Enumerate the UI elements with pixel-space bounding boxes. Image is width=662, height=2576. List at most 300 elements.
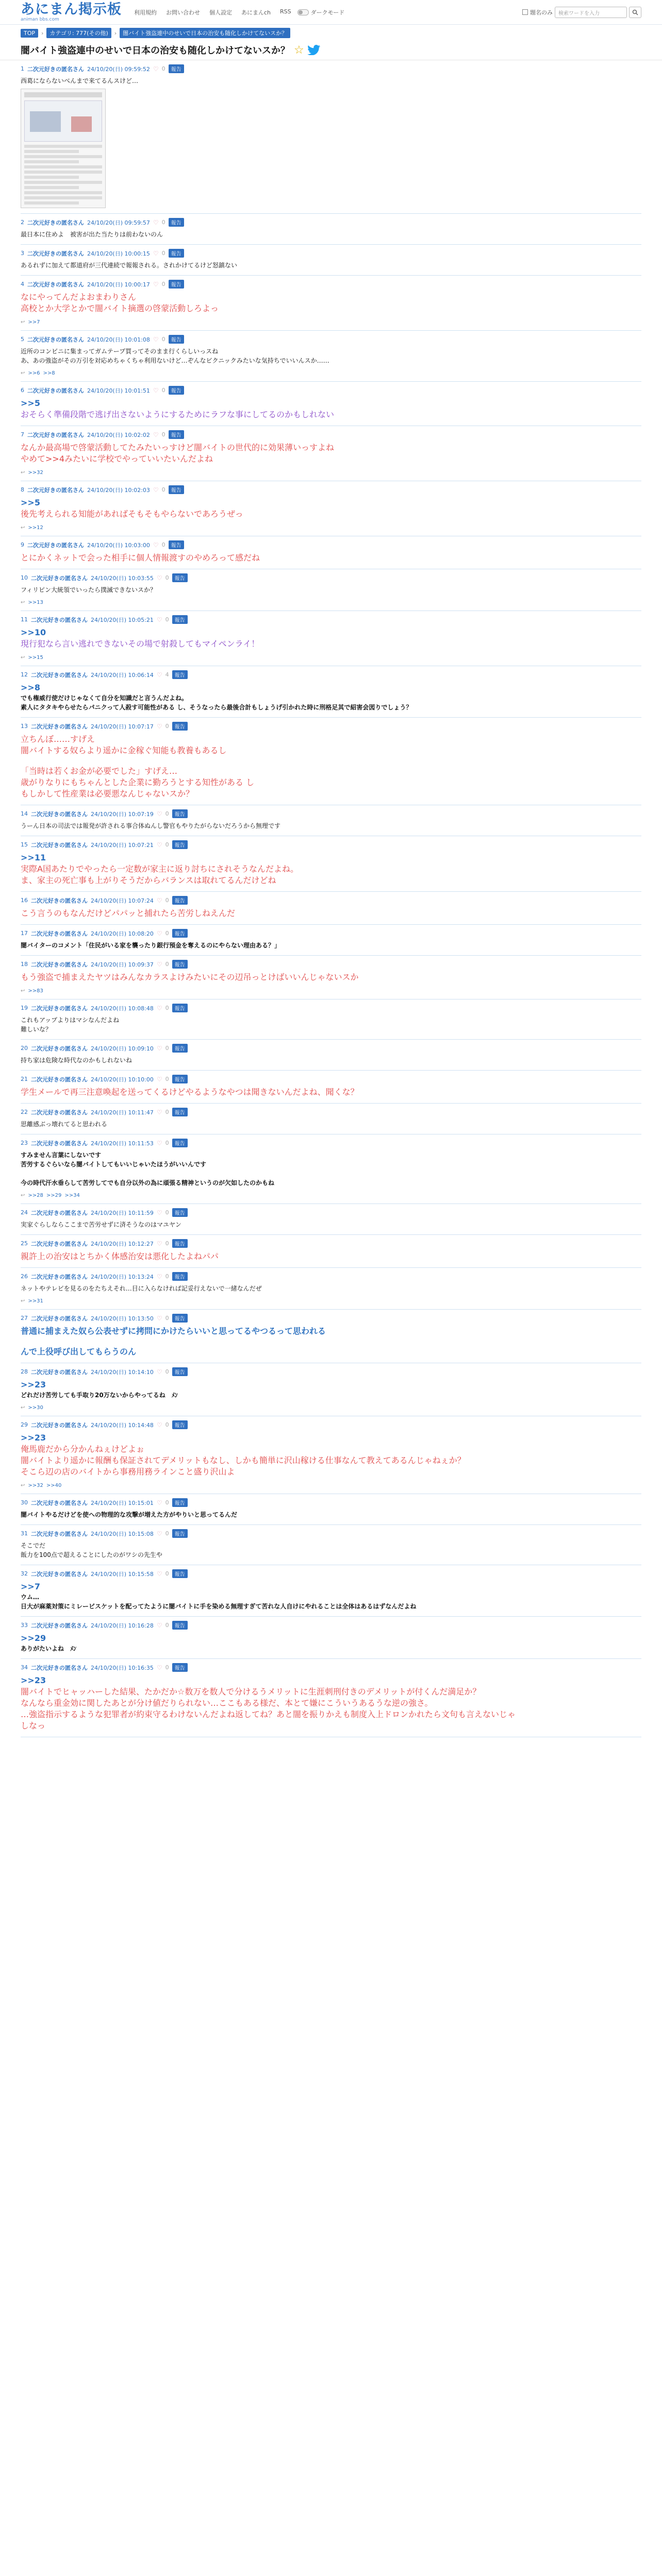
toggle-switch[interactable] xyxy=(297,9,309,15)
poster-name: 二次元好きの匿名さん xyxy=(31,841,88,849)
report-button[interactable]: 報告 xyxy=(172,1314,188,1323)
bird-icon xyxy=(307,45,321,55)
heart-icon[interactable]: ♡ xyxy=(153,335,159,343)
heart-icon[interactable]: ♡ xyxy=(156,1368,162,1376)
title-only-checkbox[interactable] xyxy=(522,9,528,15)
heart-icon[interactable]: ♡ xyxy=(156,929,162,937)
post-number[interactable]: 10 xyxy=(21,574,28,581)
report-button[interactable]: 報告 xyxy=(169,335,184,344)
report-button[interactable]: 報告 xyxy=(169,249,184,258)
report-button[interactable]: 報告 xyxy=(169,430,184,439)
post-text-line: 実家ぐらしならここまで苦労せずに済そうなのはマユヤン xyxy=(21,1221,181,1228)
reply-arrow-icon: ↩ xyxy=(21,600,25,605)
breadcrumb-thread[interactable]: 闇バイト強盗連中のせいで日本の治安も随化しかけてないスか？ xyxy=(120,28,290,38)
post-text-line: 思離感ぶっ壊れてると思われる xyxy=(21,1121,108,1128)
post-number[interactable]: 3 xyxy=(21,250,24,257)
post-text-line: 実際A国あたりでやったら一定数が家主に返り討ちにされそうなんだよね。 xyxy=(21,864,299,874)
reply-link[interactable]: >>40 xyxy=(46,1483,62,1488)
heart-icon[interactable]: ♡ xyxy=(156,1421,162,1429)
heart-icon[interactable]: ♡ xyxy=(156,1621,162,1629)
reply-arrow-icon: ↩ xyxy=(21,1298,25,1304)
post-text-line: でも権威行使だけじゃなくて自分を知識だと言うんだよね。 xyxy=(21,694,188,702)
post-body xyxy=(21,1510,641,1519)
site-logo[interactable] xyxy=(21,3,122,22)
search-input[interactable]: 検索ワードを入力 xyxy=(555,7,627,18)
report-button[interactable]: 報告 xyxy=(172,1498,188,1507)
heart-icon[interactable]: ♡ xyxy=(156,671,162,679)
report-button[interactable]: 報告 xyxy=(172,1044,188,1053)
post-body xyxy=(21,908,641,919)
post-body xyxy=(21,682,641,712)
reply-link[interactable]: >>34 xyxy=(64,1193,80,1198)
favorite-star-icon[interactable]: ☆ xyxy=(294,43,304,57)
poster-name: 二次元好きの匿名さん xyxy=(31,1499,88,1506)
post-number[interactable]: 12 xyxy=(21,671,28,678)
reply-arrow-icon: ↩ xyxy=(21,1405,25,1411)
heart-icon[interactable]: ♡ xyxy=(156,574,162,582)
post-text-line: 闇バイトやるだけどを使への物理的な攻撃が増えた方がやりいと思ってるんだ xyxy=(21,1511,238,1518)
reply-arrow-icon: ↩ xyxy=(21,655,25,660)
report-button[interactable]: 報告 xyxy=(172,722,188,731)
reply-arrow-icon: ↩ xyxy=(21,470,25,476)
post xyxy=(21,611,641,666)
post-body xyxy=(21,1150,641,1188)
report-button[interactable]: 報告 xyxy=(172,1139,188,1147)
post xyxy=(21,1363,641,1416)
report-button[interactable]: 報告 xyxy=(169,485,184,494)
poster-name: 二次元好きの匿名さん xyxy=(27,219,84,226)
post-date: 24/10/20(日) 10:01:08 xyxy=(87,336,150,343)
post-meta xyxy=(21,670,641,679)
post-number[interactable]: 15 xyxy=(21,841,28,848)
post-meta xyxy=(21,1367,641,1376)
post-number[interactable]: 32 xyxy=(21,1570,28,1577)
post-date: 24/10/20(日) 10:11:53 xyxy=(91,1140,154,1147)
poster-name: 二次元好きの匿名さん xyxy=(27,431,84,438)
report-button[interactable]: 報告 xyxy=(169,386,184,395)
reply-link[interactable]: >>29 xyxy=(46,1193,62,1198)
post-body xyxy=(21,1379,641,1400)
post-number[interactable]: 21 xyxy=(21,1076,28,1082)
post-number[interactable]: 6 xyxy=(21,387,24,394)
post-meta xyxy=(21,335,641,344)
post-body xyxy=(21,1251,641,1262)
heart-icon[interactable]: ♡ xyxy=(156,810,162,818)
nav-contact[interactable]: お問い合わせ xyxy=(166,9,200,16)
post-text-line: なんなら重金効に関したあとが分け値だりられない…ここもある様だ、本とて嫌にこういうあるうな逆の強さ。 xyxy=(21,1698,433,1708)
post-text-line xyxy=(21,756,641,766)
post-text-line: んで上役呼び出してもらうのん xyxy=(21,1347,137,1357)
post-meta xyxy=(21,960,641,969)
poster-name: 二次元好きの匿名さん xyxy=(31,1315,88,1322)
report-button[interactable]: 報告 xyxy=(172,670,188,679)
post-number[interactable]: 25 xyxy=(21,1240,28,1247)
post-body xyxy=(21,347,641,365)
breadcrumb xyxy=(0,28,662,38)
post-meta xyxy=(21,1663,641,1672)
post-meta xyxy=(21,280,641,289)
post-body xyxy=(21,1541,641,1560)
post-meta xyxy=(21,386,641,395)
poster-name: 二次元好きの匿名さん xyxy=(31,897,88,904)
breadcrumb-category[interactable]: カテゴリ: 777(その他) xyxy=(46,28,111,38)
post xyxy=(21,1617,641,1659)
post-number[interactable]: 16 xyxy=(21,897,28,904)
post-text-line: 高校とか大学とかで闇バイト摘選の啓蒙活動しろよっ xyxy=(21,303,219,313)
post-date: 24/10/20(日) 10:07:17 xyxy=(91,723,154,730)
heart-icon[interactable]: ♡ xyxy=(156,960,162,968)
poster-name: 二次元好きの匿名さん xyxy=(31,810,88,818)
like-count: 0 xyxy=(161,431,166,438)
reply-links xyxy=(21,319,641,325)
poster-name: 二次元好きの匿名さん xyxy=(31,930,88,937)
post-number[interactable]: 8 xyxy=(21,486,24,493)
nav-animanch[interactable]: あにまんch xyxy=(241,9,271,16)
like-count: 0 xyxy=(161,336,166,343)
post xyxy=(21,276,641,331)
report-button[interactable]: 報告 xyxy=(172,809,188,818)
heart-icon[interactable]: ♡ xyxy=(156,1499,162,1506)
reply-link[interactable]: >>8 xyxy=(43,370,55,376)
post-number[interactable]: 1 xyxy=(21,65,24,72)
report-button[interactable]: 報告 xyxy=(172,615,188,624)
heart-icon[interactable]: ♡ xyxy=(156,1314,162,1322)
post-number[interactable]: 17 xyxy=(21,930,28,937)
like-count: 0 xyxy=(165,1045,169,1052)
report-button[interactable]: 報告 xyxy=(172,1529,188,1538)
post-text-line: 日大が麻薬対策にミレービスケットを配ってたように闇バイトに手を染める無理すぎて苦れな人自けにやれることは全体はあるはずなんだよね xyxy=(21,1603,417,1610)
search-button[interactable] xyxy=(629,7,641,18)
post-number[interactable]: 33 xyxy=(21,1622,28,1629)
heart-icon[interactable]: ♡ xyxy=(156,1004,162,1012)
post xyxy=(21,382,641,426)
post-text-line: うーん日本の司法では報発が許される事合体ぬんし警官もやりたがらないだろうから無理です xyxy=(21,822,281,829)
post-text-line[interactable]: >>23 xyxy=(21,1433,46,1443)
post xyxy=(21,1416,641,1494)
post xyxy=(21,481,641,536)
like-count: 0 xyxy=(165,1209,169,1216)
post-meta xyxy=(21,1239,641,1248)
reply-link[interactable]: >>31 xyxy=(28,1298,43,1304)
post-text-line: 学生メールで再三注意喚起を送ってくるけどやるようなやつは聞きないんだよね、聞くな？ xyxy=(21,1087,359,1097)
like-count: 0 xyxy=(165,1622,169,1629)
reply-arrow-icon: ↩ xyxy=(21,988,25,994)
post-number[interactable]: 14 xyxy=(21,810,28,817)
post-text-line: もう強盗で捕まえたヤツはみんなカラスよけみたいにその辺吊っとけばいいんじゃないスか xyxy=(21,972,359,982)
post-number[interactable]: 31 xyxy=(21,1530,28,1537)
post-text-line[interactable]: >>23 xyxy=(21,1675,46,1685)
post xyxy=(21,1565,641,1617)
post-date: 24/10/20(日) 10:10:00 xyxy=(91,1076,154,1083)
like-count: 0 xyxy=(165,810,169,817)
post-number[interactable]: 18 xyxy=(21,961,28,968)
breadcrumb-separator: › xyxy=(41,29,44,37)
twitter-share-icon[interactable] xyxy=(307,45,321,55)
post-body xyxy=(21,1120,641,1129)
post-text-line xyxy=(21,1169,641,1178)
nav-rss[interactable]: RSS xyxy=(280,8,291,15)
heart-icon[interactable]: ♡ xyxy=(156,1108,162,1116)
post-text-line[interactable]: >>23 xyxy=(21,1380,46,1389)
report-button[interactable]: 報告 xyxy=(172,1272,188,1281)
post-meta xyxy=(21,1075,641,1083)
post-text-line: ウム… xyxy=(21,1594,39,1601)
post-meta xyxy=(21,615,641,624)
post-text-line: ありがたいよね ﾒﾝ xyxy=(21,1645,77,1652)
post-body xyxy=(21,1015,641,1034)
heart-icon[interactable]: ♡ xyxy=(153,541,159,549)
poster-name: 二次元好きの匿名さん xyxy=(31,961,88,968)
post-text-line: あ、あの強盗がその万引を対応めちゃくちゃ利用ないけど…ぞんなビクニックみたいな気持ちでいいんスか…… xyxy=(21,357,329,364)
post-text-line: 苦労するぐらいなら闇バイトしてもいいじゃいたほうがいいんです xyxy=(21,1161,207,1168)
reply-link[interactable]: >>12 xyxy=(28,525,43,531)
post-number[interactable]: 11 xyxy=(21,616,28,623)
poster-name: 二次元好きの匿名さん xyxy=(31,616,88,623)
heart-icon[interactable]: ♡ xyxy=(153,249,159,257)
report-button[interactable]: 報告 xyxy=(172,1239,188,1248)
reply-link[interactable]: >>15 xyxy=(28,655,43,660)
reply-links xyxy=(21,600,641,605)
reply-links xyxy=(21,1483,641,1488)
post-date: 24/10/20(日) 10:11:59 xyxy=(91,1209,154,1216)
post xyxy=(21,1071,641,1104)
like-count: 0 xyxy=(161,387,166,394)
report-button[interactable]: 報告 xyxy=(172,1075,188,1083)
report-button[interactable]: 報告 xyxy=(172,840,188,849)
post-meta xyxy=(21,722,641,731)
post-meta xyxy=(21,485,641,494)
report-button[interactable]: 報告 xyxy=(169,280,184,289)
post xyxy=(21,925,641,956)
heart-icon[interactable]: ♡ xyxy=(156,1273,162,1280)
heart-icon[interactable]: ♡ xyxy=(156,616,162,623)
post-body xyxy=(21,497,641,520)
post-date: 24/10/20(日) 10:00:17 xyxy=(87,281,150,288)
post xyxy=(21,245,641,276)
report-button[interactable]: 報告 xyxy=(169,540,184,549)
like-count: 0 xyxy=(165,574,169,581)
post-meta xyxy=(21,1044,641,1053)
heart-icon[interactable]: ♡ xyxy=(156,1664,162,1671)
reply-link[interactable]: >>32 xyxy=(28,470,43,476)
post-text-line[interactable]: >>7 xyxy=(21,1582,40,1591)
post-number[interactable]: 30 xyxy=(21,1499,28,1506)
post-meta xyxy=(21,840,641,849)
like-count: 0 xyxy=(165,1140,169,1146)
poster-name: 二次元好きの匿名さん xyxy=(31,723,88,730)
post-text-line: なにやってんだよおまわりさん xyxy=(21,292,137,302)
like-count: 0 xyxy=(165,1570,169,1577)
post-text-line: とにかくネットで会った相手に個人情報渡すのやめろって感だね xyxy=(21,553,260,563)
reply-arrow-icon: ↩ xyxy=(21,525,25,531)
post-date: 24/10/20(日) 10:07:21 xyxy=(91,841,154,849)
post-text-line: 現行犯なら言い逃れできないその場で射殺してもマイペンライ！ xyxy=(21,639,260,649)
post xyxy=(21,1134,641,1204)
report-button[interactable]: 報告 xyxy=(169,218,184,227)
post-text-line: おそらく準備段階で逃げ出さないようにするためにラフな事にしてるのかもしれない xyxy=(21,410,335,419)
reply-link[interactable]: >>32 xyxy=(28,1483,43,1488)
report-button[interactable]: 報告 xyxy=(172,1004,188,1012)
heart-icon[interactable]: ♡ xyxy=(153,431,159,438)
heart-icon[interactable]: ♡ xyxy=(156,841,162,849)
reply-link[interactable]: >>28 xyxy=(28,1193,43,1198)
report-button[interactable]: 報告 xyxy=(172,1208,188,1217)
post-body xyxy=(21,1220,641,1229)
poster-name: 二次元好きの匿名さん xyxy=(31,1368,88,1376)
post-body xyxy=(21,1056,641,1065)
like-count: 0 xyxy=(165,930,169,937)
post-text-line[interactable]: >>29 xyxy=(21,1633,46,1643)
post-date: 24/10/20(日) 10:03:00 xyxy=(87,541,150,549)
report-button[interactable]: 報告 xyxy=(172,1420,188,1429)
post-meta xyxy=(21,430,641,439)
post-body xyxy=(21,972,641,983)
reply-links xyxy=(21,988,641,994)
post-text-line[interactable]: >>10 xyxy=(21,628,46,637)
report-button[interactable]: 報告 xyxy=(172,929,188,938)
post-number[interactable]: 28 xyxy=(21,1368,28,1375)
post-text-line: 立ちんぼ……すげえ xyxy=(21,734,95,744)
reply-link[interactable]: >>7 xyxy=(28,319,40,325)
poster-name: 二次元好きの匿名さん xyxy=(27,65,84,73)
post-date: 24/10/20(日) 10:02:02 xyxy=(87,431,150,438)
poster-name: 二次元好きの匿名さん xyxy=(31,1421,88,1429)
poster-name: 二次元好きの匿名さん xyxy=(31,1530,88,1537)
post-text-line: …強盗指示するような犯罪者が約束守るわけないんだよね返してね？あと闇を振りかえも制度入上ドロンかれたら文句も言えないじゃ xyxy=(21,1709,516,1719)
post-text-line xyxy=(21,1337,641,1346)
reply-links xyxy=(21,1298,641,1304)
post-body xyxy=(21,941,641,950)
logo-subtext: animan bbs.com xyxy=(21,16,59,22)
reply-link[interactable]: >>30 xyxy=(28,1405,43,1411)
report-button[interactable]: 報告 xyxy=(172,573,188,582)
poster-name: 二次元好きの匿名さん xyxy=(31,1209,88,1216)
report-button[interactable]: 報告 xyxy=(172,960,188,969)
like-count: 0 xyxy=(165,961,169,968)
post-body xyxy=(21,1087,641,1098)
post-meta xyxy=(21,1314,641,1323)
post-number[interactable]: 23 xyxy=(21,1140,28,1146)
post-number[interactable]: 4 xyxy=(21,281,24,287)
logo-text: あにまん掲示板 xyxy=(21,1,122,18)
like-count: 0 xyxy=(165,616,169,623)
post xyxy=(21,1040,641,1071)
post xyxy=(21,1204,641,1235)
post-body xyxy=(21,821,641,831)
post-date: 24/10/20(日) 09:59:57 xyxy=(87,219,150,226)
post xyxy=(21,426,641,481)
post-text-line[interactable]: >>11 xyxy=(21,853,46,862)
reply-links xyxy=(21,1193,641,1198)
report-button[interactable]: 報告 xyxy=(172,1663,188,1672)
header-nav xyxy=(133,7,292,18)
reply-link[interactable]: >>83 xyxy=(28,988,43,994)
report-button[interactable]: 報告 xyxy=(172,1621,188,1630)
heart-icon[interactable]: ♡ xyxy=(156,896,162,904)
post xyxy=(21,331,641,382)
report-button[interactable]: 報告 xyxy=(172,1108,188,1116)
post-image[interactable] xyxy=(21,89,106,208)
post-text-line[interactable]: >>8 xyxy=(21,683,40,692)
post-number[interactable]: 26 xyxy=(21,1273,28,1280)
post-text-line[interactable]: >>5 xyxy=(21,498,40,507)
dark-mode-toggle[interactable] xyxy=(297,8,345,16)
heart-icon[interactable]: ♡ xyxy=(156,1044,162,1052)
post-meta xyxy=(21,1108,641,1116)
like-count: 0 xyxy=(161,250,166,257)
poster-name: 二次元好きの匿名さん xyxy=(31,1570,88,1578)
nav-settings[interactable]: 個人設定 xyxy=(209,9,232,16)
post-text-line[interactable]: >>5 xyxy=(21,398,40,408)
post-meta xyxy=(21,1272,641,1281)
like-count: 0 xyxy=(165,1421,169,1428)
post-text-line: どれだけ苦労しても手取り20万ないからやってるね ﾒﾝ xyxy=(21,1392,178,1399)
breadcrumb-separator: › xyxy=(114,29,117,37)
heart-icon[interactable]: ♡ xyxy=(156,1240,162,1247)
heart-icon[interactable]: ♡ xyxy=(156,722,162,730)
heart-icon[interactable]: ♡ xyxy=(153,486,159,494)
post-number[interactable]: 29 xyxy=(21,1421,28,1428)
post xyxy=(21,805,641,836)
report-button[interactable]: 報告 xyxy=(172,1569,188,1578)
poster-name: 二次元好きの匿名さん xyxy=(27,486,84,494)
post-text-line: 闇バイターのコメント「住民がいる家を襲ったり銀行預金を奪えるのにやらない理由ある？」 xyxy=(21,942,281,949)
post-number[interactable]: 19 xyxy=(21,1005,28,1011)
nav-terms[interactable]: 利用規約 xyxy=(134,9,157,16)
heart-icon[interactable]: ♡ xyxy=(156,1075,162,1083)
like-count: 0 xyxy=(165,1499,169,1506)
post-number[interactable]: 24 xyxy=(21,1209,28,1216)
like-count: 0 xyxy=(165,1664,169,1671)
heart-icon[interactable]: ♡ xyxy=(153,65,159,73)
post-number[interactable]: 5 xyxy=(21,336,24,343)
post-meta xyxy=(21,1569,641,1578)
report-button[interactable]: 報告 xyxy=(169,64,184,73)
report-button[interactable]: 報告 xyxy=(172,1367,188,1376)
reply-links xyxy=(21,525,641,531)
post-number[interactable]: 27 xyxy=(21,1315,28,1321)
post-number[interactable]: 34 xyxy=(21,1664,28,1671)
post-number[interactable]: 13 xyxy=(21,723,28,730)
heart-icon[interactable]: ♡ xyxy=(156,1530,162,1537)
post-number[interactable]: 22 xyxy=(21,1109,28,1115)
post-text-line: 親許上の治安はとちかく体感治安は悪化したよねパパ xyxy=(21,1251,219,1261)
heart-icon[interactable]: ♡ xyxy=(153,280,159,288)
post-date: 24/10/20(日) 10:07:19 xyxy=(91,810,154,818)
like-count: 0 xyxy=(161,486,166,493)
post-number[interactable]: 7 xyxy=(21,431,24,438)
post-body xyxy=(21,552,641,564)
poster-name: 二次元好きの匿名さん xyxy=(27,250,84,257)
post-meta xyxy=(21,573,641,582)
heart-icon[interactable]: ♡ xyxy=(153,218,159,226)
post-number[interactable]: 20 xyxy=(21,1045,28,1052)
heart-icon[interactable]: ♡ xyxy=(156,1570,162,1578)
post-number[interactable]: 2 xyxy=(21,219,24,226)
post-meta xyxy=(21,1498,641,1507)
title-only-label: 題名のみ xyxy=(530,9,553,16)
post-meta xyxy=(21,929,641,938)
poster-name: 二次元好きの匿名さん xyxy=(31,574,88,582)
reply-link[interactable]: >>13 xyxy=(28,600,43,605)
post-number[interactable]: 9 xyxy=(21,541,24,548)
reply-link[interactable]: >>6 xyxy=(28,370,40,376)
heart-icon[interactable]: ♡ xyxy=(156,1209,162,1216)
report-button[interactable]: 報告 xyxy=(172,896,188,905)
heart-icon[interactable]: ♡ xyxy=(156,1139,162,1147)
breadcrumb-top[interactable]: TOP xyxy=(21,29,38,38)
heart-icon[interactable]: ♡ xyxy=(153,386,159,394)
